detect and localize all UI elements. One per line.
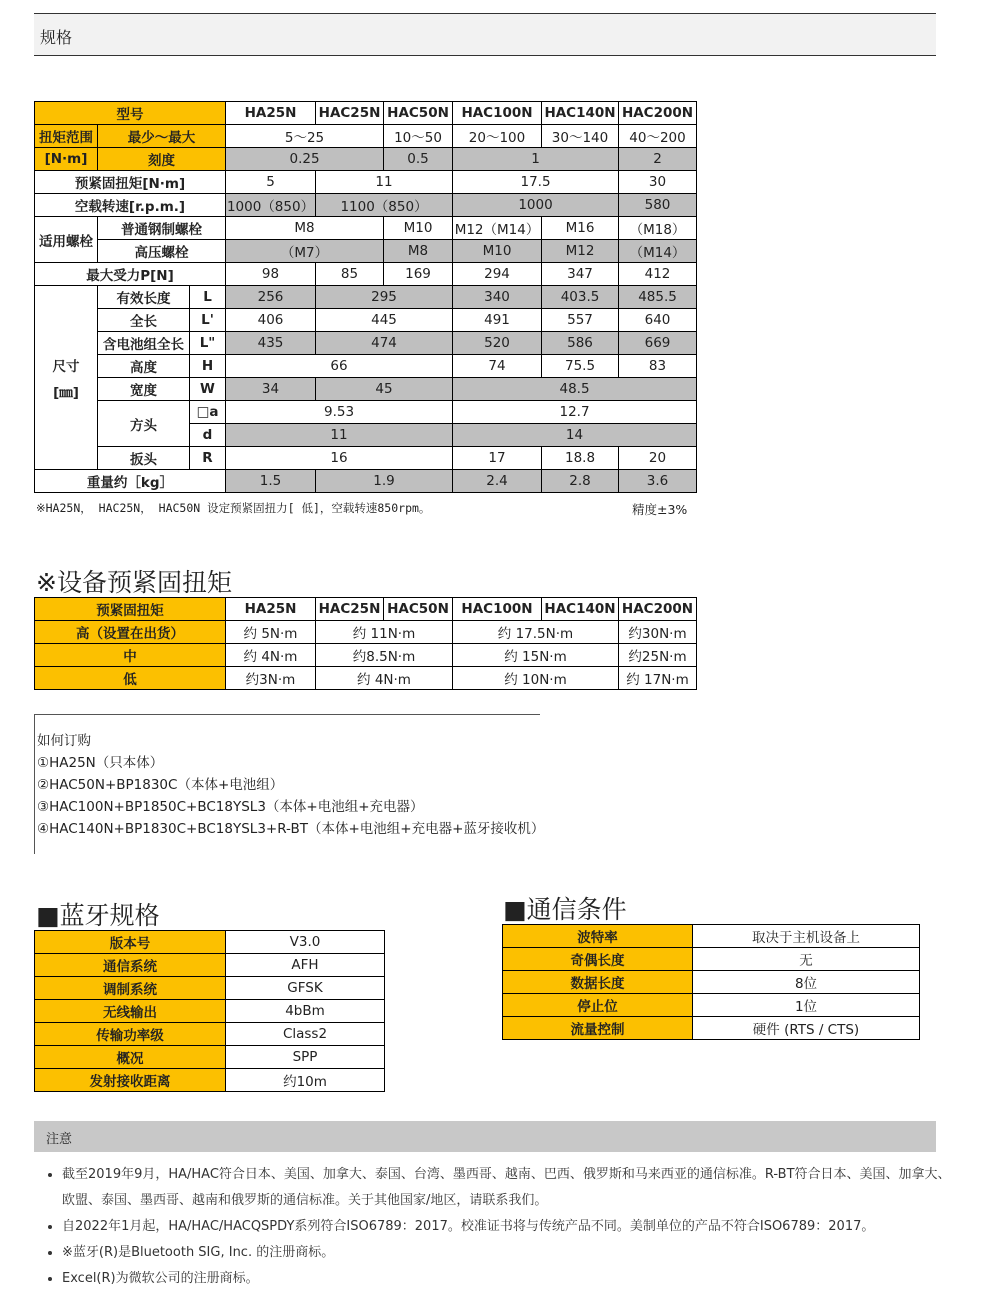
torque-range-label: 扭矩范围 bbox=[35, 125, 98, 148]
preset-mid-value: 约 15N·m bbox=[453, 644, 619, 667]
preset-header-label: 预紧固扭矩 bbox=[35, 598, 226, 621]
height-value: 66 bbox=[226, 355, 453, 378]
width-value: 34 bbox=[226, 378, 316, 401]
scale-value: 2 bbox=[619, 148, 697, 171]
total-len-value: 557 bbox=[542, 309, 619, 332]
preset-model: HAC200N bbox=[619, 598, 697, 621]
size-unit: [㎜] bbox=[53, 384, 79, 401]
preset-label: 预紧固扭矩[N·m] bbox=[35, 171, 226, 194]
preset-mid-label: 中 bbox=[35, 644, 226, 667]
width-value: 45 bbox=[316, 378, 453, 401]
model-hac25n: HAC25N bbox=[316, 102, 384, 125]
min-max-label: 最少〜最大 bbox=[98, 125, 226, 148]
preset-high-value: 约 5N·m bbox=[226, 621, 316, 644]
preset-table bbox=[34, 597, 697, 690]
total-len-value: 406 bbox=[226, 309, 316, 332]
comm-value: 无 bbox=[693, 948, 920, 971]
height-value: 75.5 bbox=[542, 355, 619, 378]
high-bolt-label: 高压螺栓 bbox=[98, 240, 226, 263]
eff-len-value: 403.5 bbox=[542, 286, 619, 309]
scale-label: 刻度 bbox=[98, 148, 226, 171]
model-hac140n: HAC140N bbox=[542, 102, 619, 125]
wrench-value: 20 bbox=[619, 447, 697, 470]
order-item: ④HAC140N+BP1830C+BC18YSL3+R-BT（本体+电池组+充电器+蓝牙接收机） bbox=[37, 821, 545, 837]
preset-high-label: 高（设置在出货） bbox=[35, 621, 226, 644]
batt-len-sym: L" bbox=[190, 332, 226, 355]
height-value: 83 bbox=[619, 355, 697, 378]
high-bolt-value: （M7） bbox=[226, 240, 384, 263]
preset-value: 11 bbox=[316, 171, 453, 194]
notice-header bbox=[34, 1121, 936, 1152]
order-title: 如何订购 bbox=[37, 733, 91, 749]
bt-label: 通信系统 bbox=[35, 954, 226, 977]
preset-high-value: 约30N·m bbox=[619, 621, 697, 644]
high-bolt-value: M8 bbox=[384, 240, 453, 263]
preset-value: 17.5 bbox=[453, 171, 619, 194]
square-a-sym: □a bbox=[190, 401, 226, 424]
bt-value: SPP bbox=[226, 1046, 385, 1069]
eff-len-value: 485.5 bbox=[619, 286, 697, 309]
max-force-label: 最大受力P[N] bbox=[35, 263, 226, 286]
section-header bbox=[34, 13, 936, 56]
max-force-value: 169 bbox=[384, 263, 453, 286]
model-hac200n: HAC200N bbox=[619, 102, 697, 125]
eff-len-value: 340 bbox=[453, 286, 542, 309]
max-force-value: 412 bbox=[619, 263, 697, 286]
normal-bolt-value: M10 bbox=[384, 217, 453, 240]
notice-item: • 自2022年1月起，HA/HAC/HACQSPDY系列符合ISO6789：2017。校准证书将与传统产品不同。美制单位的产品不符合ISO6789：2017。 bbox=[62, 1214, 962, 1240]
order-item: ③HAC100N+BP1850C+BC18YSL3（本体+电池组+充电器） bbox=[37, 799, 424, 815]
wrench-label: 扳头 bbox=[98, 447, 190, 470]
batt-len-value: 520 bbox=[453, 332, 542, 355]
preset-low-value: 约 17N·m bbox=[619, 667, 697, 690]
noload-label: 空载转速[r.p.m.] bbox=[35, 194, 226, 217]
min-max-value: 30～140 bbox=[542, 125, 619, 148]
model-hac100n: HAC100N bbox=[453, 102, 542, 125]
total-len-value: 640 bbox=[619, 309, 697, 332]
normal-bolt-label: 普通钢制螺栓 bbox=[98, 217, 226, 240]
weight-value: 3.6 bbox=[619, 470, 697, 493]
max-force-value: 347 bbox=[542, 263, 619, 286]
comm-label: 停止位 bbox=[503, 994, 693, 1017]
bolt-label: 适用螺栓 bbox=[35, 217, 98, 263]
square-d-sym: d bbox=[190, 424, 226, 447]
bt-value: Class2 bbox=[226, 1023, 385, 1046]
bluetooth-title: ■蓝牙规格 bbox=[36, 901, 160, 930]
bt-value: 4bBm bbox=[226, 1000, 385, 1023]
preset-model: HA25N bbox=[226, 598, 316, 621]
preset-value: 5 bbox=[226, 171, 316, 194]
wrench-sym: R bbox=[190, 447, 226, 470]
notice-item: • ※蓝牙(R)是Bluetooth SIG, Inc. 的注册商标。 bbox=[62, 1240, 962, 1266]
batt-len-value: 669 bbox=[619, 332, 697, 355]
model-ha25n: HA25N bbox=[226, 102, 316, 125]
width-sym: W bbox=[190, 378, 226, 401]
min-max-value: 10～50 bbox=[384, 125, 453, 148]
notice-list bbox=[40, 1162, 962, 1292]
high-bolt-value: M10 bbox=[453, 240, 542, 263]
preset-mid-value: 约25N·m bbox=[619, 644, 697, 667]
noload-value: 580 bbox=[619, 194, 697, 217]
high-bolt-value: （M14） bbox=[619, 240, 697, 263]
preset-model: HAC140N bbox=[542, 598, 619, 621]
comm-value: 硬件 (RTS / CTS) bbox=[693, 1017, 920, 1040]
comm-value: 1位 bbox=[693, 994, 920, 1017]
bt-label: 传输功率级 bbox=[35, 1023, 226, 1046]
comm-table bbox=[502, 924, 920, 1040]
size-label: 尺寸 bbox=[52, 358, 80, 375]
wrench-value: 17 bbox=[453, 447, 542, 470]
bt-label: 概况 bbox=[35, 1046, 226, 1069]
eff-len-value: 295 bbox=[316, 286, 453, 309]
comm-title: ■通信条件 bbox=[503, 895, 627, 924]
preset-value: 30 bbox=[619, 171, 697, 194]
height-value: 74 bbox=[453, 355, 542, 378]
weight-value: 1.5 bbox=[226, 470, 316, 493]
max-force-value: 85 bbox=[316, 263, 384, 286]
preset-mid-value: 约8.5N·m bbox=[316, 644, 453, 667]
comm-label: 数据长度 bbox=[503, 971, 693, 994]
eff-len-sym: L bbox=[190, 286, 226, 309]
bt-value: AFH bbox=[226, 954, 385, 977]
section-title: 规格 bbox=[40, 28, 73, 47]
order-box bbox=[34, 714, 545, 854]
bluetooth-table bbox=[34, 930, 385, 1092]
noload-value: 1100（850） bbox=[316, 194, 453, 217]
eff-len-label: 有效长度 bbox=[98, 286, 190, 309]
preset-high-value: 约 11N·m bbox=[316, 621, 453, 644]
model-hac50n: HAC50N bbox=[384, 102, 453, 125]
notice-title: 注意 bbox=[46, 1132, 73, 1147]
model-label: 型号 bbox=[35, 102, 226, 125]
weight-value: 2.8 bbox=[542, 470, 619, 493]
order-item: ①HA25N（只本体） bbox=[37, 755, 164, 771]
noload-value: 1000（850） bbox=[226, 194, 316, 217]
preset-low-label: 低 bbox=[35, 667, 226, 690]
preset-section-title: ※设备预紧固扭矩 bbox=[36, 568, 232, 597]
comm-value: 取决于主机设备上 bbox=[693, 925, 920, 948]
normal-bolt-value: （M18） bbox=[619, 217, 697, 240]
height-label: 高度 bbox=[98, 355, 190, 378]
wrench-value: 18.8 bbox=[542, 447, 619, 470]
normal-bolt-value: M16 bbox=[542, 217, 619, 240]
torque-unit-label: [N·m] bbox=[35, 148, 98, 171]
bt-label: 无线输出 bbox=[35, 1000, 226, 1023]
bt-value: V3.0 bbox=[226, 931, 385, 954]
bt-value: GFSK bbox=[226, 977, 385, 1000]
width-label: 宽度 bbox=[98, 378, 190, 401]
preset-model: HAC100N bbox=[453, 598, 542, 621]
total-len-label: 全长 bbox=[98, 309, 190, 332]
width-value: 48.5 bbox=[453, 378, 697, 401]
scale-value: 0.5 bbox=[384, 148, 453, 171]
bt-label: 版本号 bbox=[35, 931, 226, 954]
wrench-value: 16 bbox=[226, 447, 453, 470]
min-max-value: 40～200 bbox=[619, 125, 697, 148]
max-force-value: 294 bbox=[453, 263, 542, 286]
preset-model: HAC25N bbox=[316, 598, 384, 621]
weight-value: 2.4 bbox=[453, 470, 542, 493]
normal-bolt-value: M8 bbox=[226, 217, 384, 240]
comm-label: 奇偶长度 bbox=[503, 948, 693, 971]
batt-len-label: 含电池组全长 bbox=[98, 332, 190, 355]
scale-value: 0.25 bbox=[226, 148, 384, 171]
square-a-value: 12.7 bbox=[453, 401, 697, 424]
weight-value: 1.9 bbox=[316, 470, 453, 493]
order-item: ②HAC50N+BP1830C（本体+电池组） bbox=[37, 777, 284, 793]
notice-item: • Excel(R)为微软公司的注册商标。 bbox=[62, 1266, 962, 1292]
size-label-cell bbox=[35, 286, 98, 470]
height-sym: H bbox=[190, 355, 226, 378]
accuracy-note: 精度±3% bbox=[632, 502, 688, 517]
comm-label: 波特率 bbox=[503, 925, 693, 948]
batt-len-value: 586 bbox=[542, 332, 619, 355]
eff-len-value: 256 bbox=[226, 286, 316, 309]
bt-label: 发射接收距离 bbox=[35, 1069, 226, 1092]
notice-item: • 截至2019年9月，HA/HAC符合日本、美国、加拿大、泰国、台湾、墨西哥、越南、巴西、俄罗斯和马来西亚的通信标准。R-BT符合日本、美国、加拿大、欧盟、泰国、墨西哥、越南和俄罗斯的通信标准。关于其他国家/地区，请联系我们。 bbox=[62, 1162, 962, 1214]
bt-label: 调制系统 bbox=[35, 977, 226, 1000]
scale-value: 1 bbox=[453, 148, 619, 171]
high-bolt-value: M12 bbox=[542, 240, 619, 263]
bt-value: 约10m bbox=[226, 1069, 385, 1092]
min-max-value: 5～25 bbox=[226, 125, 384, 148]
comm-label: 流量控制 bbox=[503, 1017, 693, 1040]
batt-len-value: 435 bbox=[226, 332, 316, 355]
noload-value: 1000 bbox=[453, 194, 619, 217]
square-label: 方头 bbox=[98, 401, 190, 447]
square-d-value: 11 bbox=[226, 424, 453, 447]
total-len-value: 491 bbox=[453, 309, 542, 332]
total-len-value: 445 bbox=[316, 309, 453, 332]
preset-low-value: 约 4N·m bbox=[316, 667, 453, 690]
min-max-value: 20～100 bbox=[453, 125, 542, 148]
normal-bolt-value: M12（M14） bbox=[453, 217, 542, 240]
batt-len-value: 474 bbox=[316, 332, 453, 355]
preset-low-value: 约 10N·m bbox=[453, 667, 619, 690]
total-len-sym: L' bbox=[190, 309, 226, 332]
spec-table bbox=[34, 101, 697, 493]
square-a-value: 9.53 bbox=[226, 401, 453, 424]
max-force-value: 98 bbox=[226, 263, 316, 286]
preset-low-value: 约3N·m bbox=[226, 667, 316, 690]
square-d-value: 14 bbox=[453, 424, 697, 447]
spec-footnote: ※HA25N， HAC25N， HAC50N 设定预紧固扭力[ 低]，空载转速850rpm。 bbox=[36, 501, 431, 515]
comm-value: 8位 bbox=[693, 971, 920, 994]
preset-mid-value: 约 4N·m bbox=[226, 644, 316, 667]
preset-high-value: 约 17.5N·m bbox=[453, 621, 619, 644]
preset-model: HAC50N bbox=[384, 598, 453, 621]
weight-label: 重量约［kg］ bbox=[35, 470, 226, 493]
